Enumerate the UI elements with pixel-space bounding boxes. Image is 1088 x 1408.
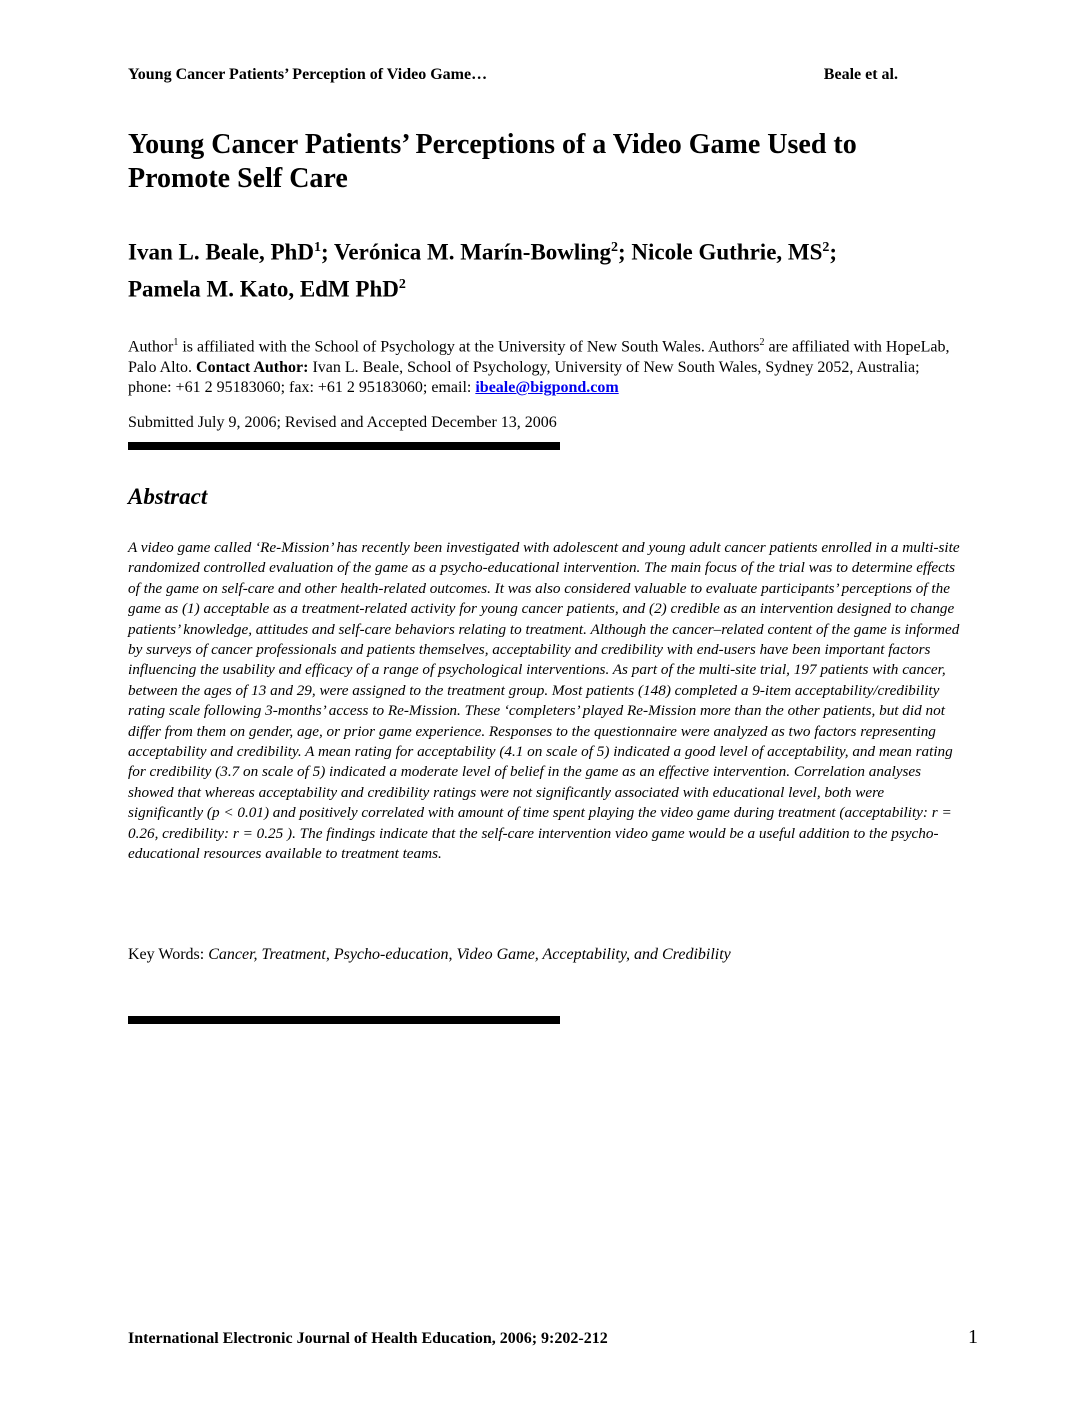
keywords	[128, 946, 948, 964]
running-header-title: Young Cancer Patients’ Perception of Video Game…	[128, 66, 488, 83]
keywords-label: Key Words	[128, 946, 200, 963]
author-separator: ;	[617, 239, 632, 265]
author-affiliation-mark: 2	[822, 240, 830, 255]
abstract-body: A video game called ‘Re-Mission’ has recently been investigated with adolescent and young adult cancer patients enrolled in a multi-site randomized controlled evaluation of the game as a psycho-educational intervention. The main focus of the trial was to determine effects of the game on self-care and other health-related outcomes. It was also considered valuable to evaluate participants’ perceptions of the game as (1) acceptable as a treatment-related activity for young cancer patients, and (2) credible as an intervention designed to change patients’ knowledge, attitudes and self-care behaviors relating to treatment. Although the cancer–related content of the game is informed by surveys of cancer professionals and patients themselves, acceptability and credibility with end-users have been important factors influencing the usability and efficacy of a range of psychological interventions. As part of the multi-site trial, 197 patients with cancer, between the ages of 13 and 29, were assigned to the treatment group. Most patients (148) completed a 9-item acceptability/credibility rating scale following 3-months’ access to Re-Mission. These ‘completers’ played Re-Mission more than the other patients, but did not differ from them on gender, age, or prior game experience. Responses to the questionnaire were analyzed as two factors representing acceptability and credibility. A mean rating for acceptability (4.1 on scale of 5) indicated a good level of acceptability, and mean rating for credibility (3.7 on scale of 5) indicated a moderate level of belief in the game as an effective intervention. Correlation analyses showed that whereas acceptability and credibility ratings were not significantly associated with educational level, both were significantly (p < 0.01) and positively correlated with amount of time spent playing the video game during treatment (acceptability: r = 0.26, credibility: r = 0.25 ). The findings indicate that the self-care intervention video game would be a useful addition to the psycho-educational resources available to treatment teams.	[128, 539, 960, 863]
divider-bottom	[128, 1016, 560, 1024]
page-number: 1	[968, 1326, 978, 1348]
author-affiliation-mark: 1	[313, 240, 321, 255]
author-name: Ivan L. Beale, PhD	[128, 239, 314, 265]
running-header	[128, 66, 898, 84]
keywords-colon: :	[199, 946, 209, 963]
author-name: Verónica M. Marín-Bowling	[333, 239, 611, 265]
keywords-values: Cancer, Treatment, Psycho-education, Video Game, Acceptability, and Credibility	[208, 946, 731, 963]
author-name: Pamela M. Kato, EdM PhD	[128, 276, 399, 302]
email-link[interactable]: ibeale@bigpond.com	[475, 379, 619, 397]
paper-title-line-2: Promote Self Care	[128, 163, 348, 194]
author-affiliation-mark: 2	[398, 276, 406, 292]
affiliation-mark-1: 1	[173, 337, 179, 348]
author-separator: ;	[829, 239, 838, 265]
paper-title-line-1: Young Cancer Patients’ Perceptions of a Video Game Used to	[128, 129, 857, 160]
paper-title	[128, 128, 928, 196]
journal-citation: International Electronic Journal of Health Education, 2006; 9:202-212	[128, 1330, 608, 1347]
affiliation-author-word: Author	[128, 338, 174, 356]
author-list	[128, 232, 948, 305]
contact-author-text: Ivan L. Beale, School of Psychology, University of New South Wales, Sydney 2052, Australia; phone: +61 2 95183060; fax: +61 2 95183060; email:	[128, 358, 920, 397]
divider-top	[128, 442, 560, 450]
author-separator: ;	[320, 239, 334, 265]
affiliation-text-1: is affiliated with the School of Psychology at the University of New South Wales. Authors	[178, 338, 760, 356]
affiliation-mark-2: 2	[759, 337, 765, 348]
contact-author-label: Contact Author:	[196, 358, 309, 376]
author-name: Nicole Guthrie, MS	[631, 239, 823, 265]
affiliation-paragraph	[128, 333, 958, 399]
running-header-authors: Beale et al.	[823, 66, 898, 83]
abstract-heading: Abstract	[128, 484, 208, 509]
affiliation-text-2: are affiliated with HopeLab, Palo Alto.	[128, 338, 950, 376]
author-affiliation-mark: 2	[610, 240, 618, 255]
page-footer	[128, 1326, 978, 1349]
submission-dates: Submitted July 9, 2006; Revised and Accepted December 13, 2006	[128, 414, 557, 431]
